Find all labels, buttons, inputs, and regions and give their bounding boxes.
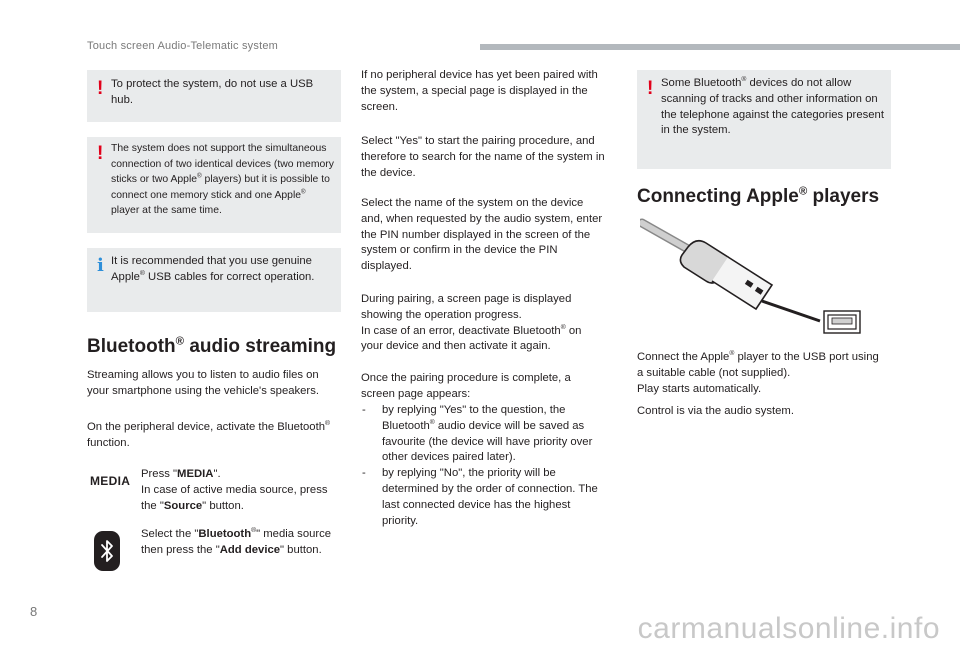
- list-item: - by replying "Yes" to the question, the Bluetooth® audio device will be saved as favourite (the device will have priority over other devices paired later).: [361, 403, 606, 466]
- warning-box-usb-hub: [87, 70, 341, 122]
- media-instruction: Press "MEDIA". In case of active media source, press the "Source" button.: [141, 468, 328, 512]
- page-number: 8: [30, 604, 38, 619]
- warning-box-bluetooth-scanning: [637, 70, 891, 169]
- bluetooth-icon: [94, 531, 120, 571]
- warning-text-bluetooth-scanning: Some Bluetooth® devices do not allow scanning of tracks and other information on the telephone against the categories present in the system.: [661, 76, 884, 137]
- watermark: carmanualsonline.info: [637, 612, 940, 645]
- para-connect-apple: Connect the Apple® player to the USB port using a suitable cable (not supplied). Play starts automatically.: [637, 350, 879, 395]
- warning-text-usb-hub: To protect the system, do not use a USB hub.: [111, 78, 314, 106]
- warning-icon: !: [97, 143, 104, 164]
- para-streaming: Streaming allows you to listen to audio files on your smartphone using the vehicle's speakers.: [87, 369, 319, 397]
- bluetooth-instruction: Select the "Bluetooth®" media source then press the "Add device" button.: [141, 527, 332, 556]
- info-box-cables: [87, 248, 341, 312]
- para-control: Control is via the audio system.: [637, 405, 794, 417]
- info-text-cables: It is recommended that you use genuine Apple® USB cables for correct operation.: [111, 255, 315, 283]
- para-pairing-progress: During pairing, a screen page is displayed showing the operation progress. In case of an error, deactivate Bluetooth® on your device and then activate it again.: [361, 293, 582, 353]
- para-activate-bluetooth: On the peripheral device, activate the Bluetooth® function.: [87, 420, 331, 449]
- heading-connecting-apple-players: Connecting Apple® players: [637, 185, 880, 207]
- para-select-name: Select the name of the system on the device and, when requested by the audio system, enter the PIN number displayed in the screen of the system or confirm in the device the PIN displayed.: [361, 197, 603, 273]
- warning-icon: !: [647, 78, 654, 99]
- para-pairing-complete: Once the pairing procedure is complete, a screen page appears:: [361, 372, 571, 400]
- warning-box-simultaneous: [87, 137, 341, 233]
- heading-bluetooth-audio-streaming: Bluetooth® audio streaming: [87, 335, 337, 357]
- header-title: Touch screen Audio-Telematic system: [87, 40, 279, 52]
- header-bar: [480, 44, 960, 50]
- usb-cable-icon: [640, 215, 870, 340]
- media-button-label: MEDIA: [90, 474, 131, 488]
- list-item: - by replying "No", the priority will be determined by the order of connection. The last connected device has the highest priority.: [361, 466, 606, 529]
- para-select-yes: Select "Yes" to start the pairing procedure, and therefore to search for the name of the system in the device.: [361, 135, 605, 179]
- warning-text-simultaneous: The system does not support the simultaneous connection of two identical devices (two memory sticks or two Apple® players) but it is possible to connect one memory stick and one Apple® player at the same time.: [111, 143, 334, 217]
- warning-icon: !: [97, 78, 104, 99]
- pairing-options-list: [361, 403, 606, 530]
- info-icon: i: [97, 255, 104, 276]
- para-no-peripheral: If no peripheral device has yet been paired with the system, a special page is displayed in the screen.: [361, 69, 598, 113]
